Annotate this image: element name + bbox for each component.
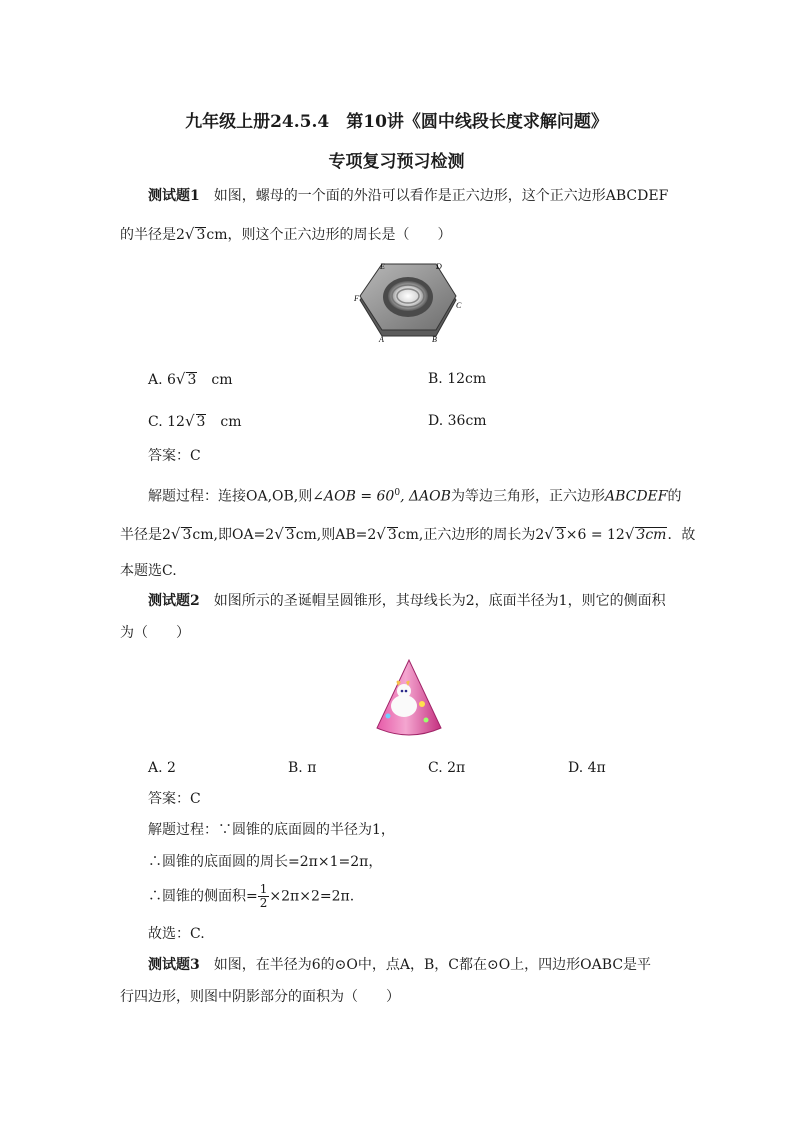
- document-title: 九年级上册24.5.4 第10讲《圆中线段长度求解问题》: [185, 112, 608, 132]
- q1-option-a-pre: A. 6: [148, 372, 176, 388]
- q2-solution-line3: [148, 883, 354, 910]
- q1-option-a-radicand: 3: [187, 372, 197, 388]
- hex-nut-figure: [352, 258, 464, 350]
- q1-sol1-name: ABCDEF: [604, 488, 668, 505]
- q1-sol2-g: ．故: [667, 527, 696, 543]
- q1-option-a-post: cm: [197, 372, 233, 388]
- q3-stem-line1: [148, 955, 651, 975]
- party-hat-figure: [374, 658, 444, 740]
- q1-option-a: A. 6√ 3 cm: [148, 370, 233, 388]
- q1-option-c-pre: C. 12: [148, 414, 185, 430]
- q2-fraction: [258, 883, 270, 910]
- q1-stem-line2: 的半径是2√ 3cm，则这个正六边形的周长是（ ）: [120, 225, 452, 243]
- q1-sol1-deg: 0: [394, 488, 401, 498]
- q1-option-c: C. 12√ 3 cm: [148, 412, 242, 430]
- q3-label: 测试题3: [148, 957, 200, 973]
- q1-sol2-a: 半径是2: [120, 527, 171, 543]
- q1-stem-b-post: cm，则这个正六边形的周长是（ ）: [206, 227, 452, 243]
- q1-sol2-e: ×6 = 12: [565, 527, 625, 543]
- q2-option-a: A. 2: [148, 760, 176, 776]
- hex-label-b: B: [432, 335, 437, 344]
- document-subtitle: 专项复习预习检测: [328, 152, 465, 172]
- q1-stem-b-pre: 的半径是2: [120, 227, 185, 243]
- q1-sol2-b: cm,即OA=2: [192, 527, 275, 543]
- hex-label-a: A: [379, 335, 384, 344]
- hex-label-f: F: [354, 294, 359, 303]
- q2-sol3-post: ×2π×2=2π.: [269, 888, 355, 905]
- q1-sol1-tri: , ΔAOB: [400, 488, 451, 505]
- q1-option-c-post: cm: [206, 414, 242, 430]
- q2-solution-line4: 故选：C.: [148, 926, 205, 942]
- q1-sol2-d: cm,正六边形的周长为2: [397, 527, 545, 543]
- q2-frac-den: 2: [259, 896, 268, 910]
- q2-answer: 答案：C: [148, 791, 201, 807]
- q1-solution-line2: 半径是2√ 3cm,即OA=2√ 3cm,则AB=2√ 3cm,正六边形的周长为2√ 3×6 = 12√ 3cm．故: [120, 525, 696, 543]
- q1-sol2-r3: 3: [387, 527, 397, 543]
- q1-option-b: B. 12cm: [428, 371, 487, 387]
- q2-stem-a: 如图所示的圣诞帽呈圆锥形，其母线长为2，底面半径为1，则它的侧面积: [199, 593, 666, 609]
- q1-sol1-end: 的: [667, 488, 682, 505]
- q1-radicand: 3: [196, 227, 206, 243]
- q3-stem-a: 如图，在半径为6的⊙O中，点A，B，C都在⊙O上，四边形OABC是平: [199, 957, 652, 973]
- q2-solution-line2: ∴圆锥的底面圆的周长=2π×1=2π，: [148, 854, 383, 870]
- q1-stem-a: 如图，螺母的一个面的外沿可以看作是正六边形，这个正六边形ABCDEF: [199, 188, 669, 204]
- q2-option-c: C. 2π: [428, 760, 466, 776]
- q2-stem-line2: 为（ ）: [120, 625, 190, 641]
- q1-solution-line3: 本题选C.: [120, 563, 177, 579]
- q1-sol2-r2: 3: [285, 527, 295, 543]
- hex-label-d: D: [436, 262, 442, 271]
- q2-sol3-pre: ∴圆锥的侧面积=: [148, 888, 258, 905]
- q1-answer: 答案：C: [148, 448, 201, 464]
- q2-stem-line1: [148, 591, 666, 611]
- q1-sol2-r1: 3: [182, 527, 192, 543]
- q1-stem-line1: [148, 186, 668, 206]
- hat-character-head: [397, 684, 411, 698]
- q3-stem-line2: 行四边形，则图中阴影部分的面积为（ ）: [120, 989, 400, 1005]
- q1-sol1-angle: ∠AOB = 60: [312, 488, 395, 505]
- q1-sol2-r4: 3: [555, 527, 565, 543]
- q1-label: 测试题1: [148, 188, 200, 204]
- hex-label-c: C: [456, 301, 462, 310]
- q1-option-c-radicand: 3: [196, 414, 206, 430]
- q1-sol1-mid: 为等边三角形，正六边形: [450, 488, 605, 505]
- q2-option-d: D. 4π: [568, 760, 606, 776]
- q2-frac-num: 1: [259, 882, 268, 896]
- q1-sol2-f: 3cm: [636, 527, 667, 543]
- q2-solution-line1: 解题过程：∵圆锥的底面圆的半径为1，: [148, 822, 395, 838]
- q2-option-b: B. π: [288, 760, 317, 776]
- q1-sol2-c: cm,则AB=2: [295, 527, 377, 543]
- q1-option-d: D. 36cm: [428, 413, 487, 429]
- q1-solution-line1: [148, 483, 681, 507]
- q1-sol1-pre: 解题过程：连接OA,OB,则: [148, 488, 313, 505]
- q2-label: 测试题2: [148, 593, 200, 609]
- hex-label-e: E: [380, 262, 385, 271]
- hat-character-body: [391, 695, 417, 717]
